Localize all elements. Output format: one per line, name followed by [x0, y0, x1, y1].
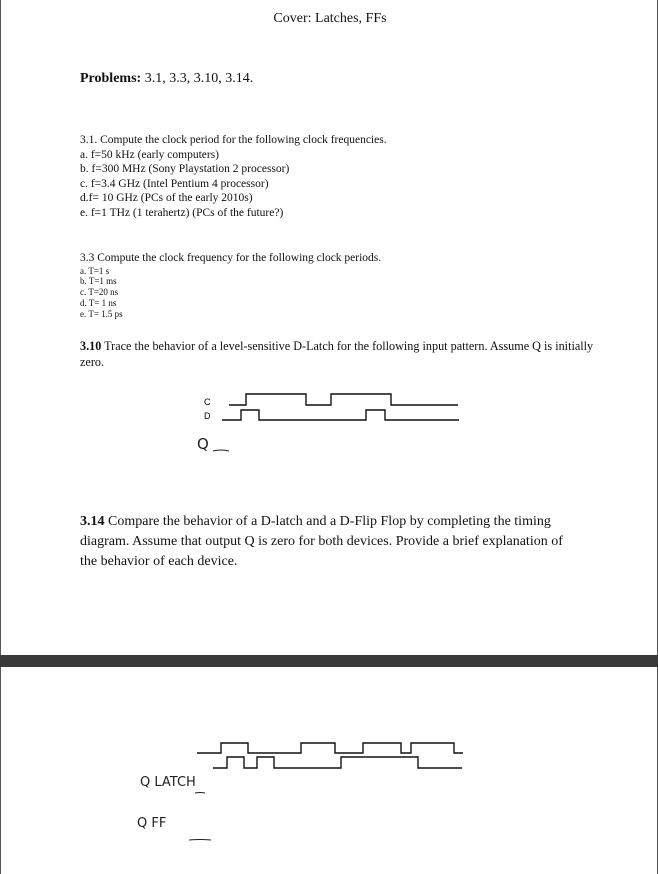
problems-list: 3.1, 3.3, 3.10, 3.14.: [144, 71, 254, 86]
q-output-line: [213, 450, 229, 451]
list-item: d.f= 10 GHz (PCs of the early 2010s): [80, 192, 253, 204]
list-item: e. f=1 THz (1 terahertz) (PCs of the future?): [80, 206, 284, 219]
latch-vs-flipflop-timing-diagram: [1, 667, 658, 874]
q-ff-label: Q FF: [137, 816, 167, 831]
question-3-10-number: 3.10: [80, 339, 102, 353]
question-3-3-prompt: 3.3 Compute the clock frequency for the following clock periods.: [80, 252, 382, 264]
q-output-label: Q: [197, 435, 209, 453]
question-3-14-text: Compare the behavior of a D-latch and a D-Flip Flop by completing the timing diagram. Assume that output Q is zero for both devices. Provide a brief explanation of the behavior of each device.: [80, 514, 563, 569]
problems-label: Problems:: [80, 71, 142, 86]
question-3-14-number: 3.14: [80, 514, 105, 529]
list-item: b. T=1 ms: [80, 276, 117, 287]
q-latch-label: Q LATCH: [140, 775, 196, 790]
clock-waveform: [197, 743, 463, 753]
problems-line: [80, 71, 253, 87]
question-3-10: [80, 338, 600, 370]
question-3-14: [80, 512, 580, 572]
q-ff-line: [189, 840, 211, 841]
question-3-10-text: Trace the behavior of a level-sensitive D-Latch for the following input pattern. Assume Q is initially zero.: [80, 339, 594, 369]
data-waveform: [222, 410, 459, 420]
data-waveform: [213, 757, 462, 768]
question-3-1-prompt: 3.1. Compute the clock period for the following clock frequencies.: [80, 134, 387, 146]
list-item: a. f=50 kHz (early computers): [80, 148, 219, 161]
list-item: e. T= 1.5 ps: [80, 308, 123, 319]
clock-waveform: [229, 394, 458, 405]
question-3-1: [80, 133, 387, 220]
list-item: b. f=300 MHz (Sony Playstation 2 processor): [80, 163, 290, 175]
list-item: d. T= 1 ns: [80, 297, 117, 308]
list-item: c. T=20 ns: [80, 287, 119, 298]
page-title: Cover: Latches, FFs: [273, 11, 387, 26]
clock-signal-label: C: [204, 397, 211, 407]
question-3-3: [80, 251, 381, 319]
list-item: a. T=1 s: [80, 265, 110, 276]
list-item: c. f=3.4 GHz (Intel Pentium 4 processor): [80, 177, 269, 190]
data-signal-label: D: [204, 411, 211, 421]
q-latch-line: [195, 793, 205, 794]
page-separator: [0, 655, 658, 667]
document-page-2: [0, 667, 658, 874]
d-latch-timing-diagram: [1, 376, 658, 466]
